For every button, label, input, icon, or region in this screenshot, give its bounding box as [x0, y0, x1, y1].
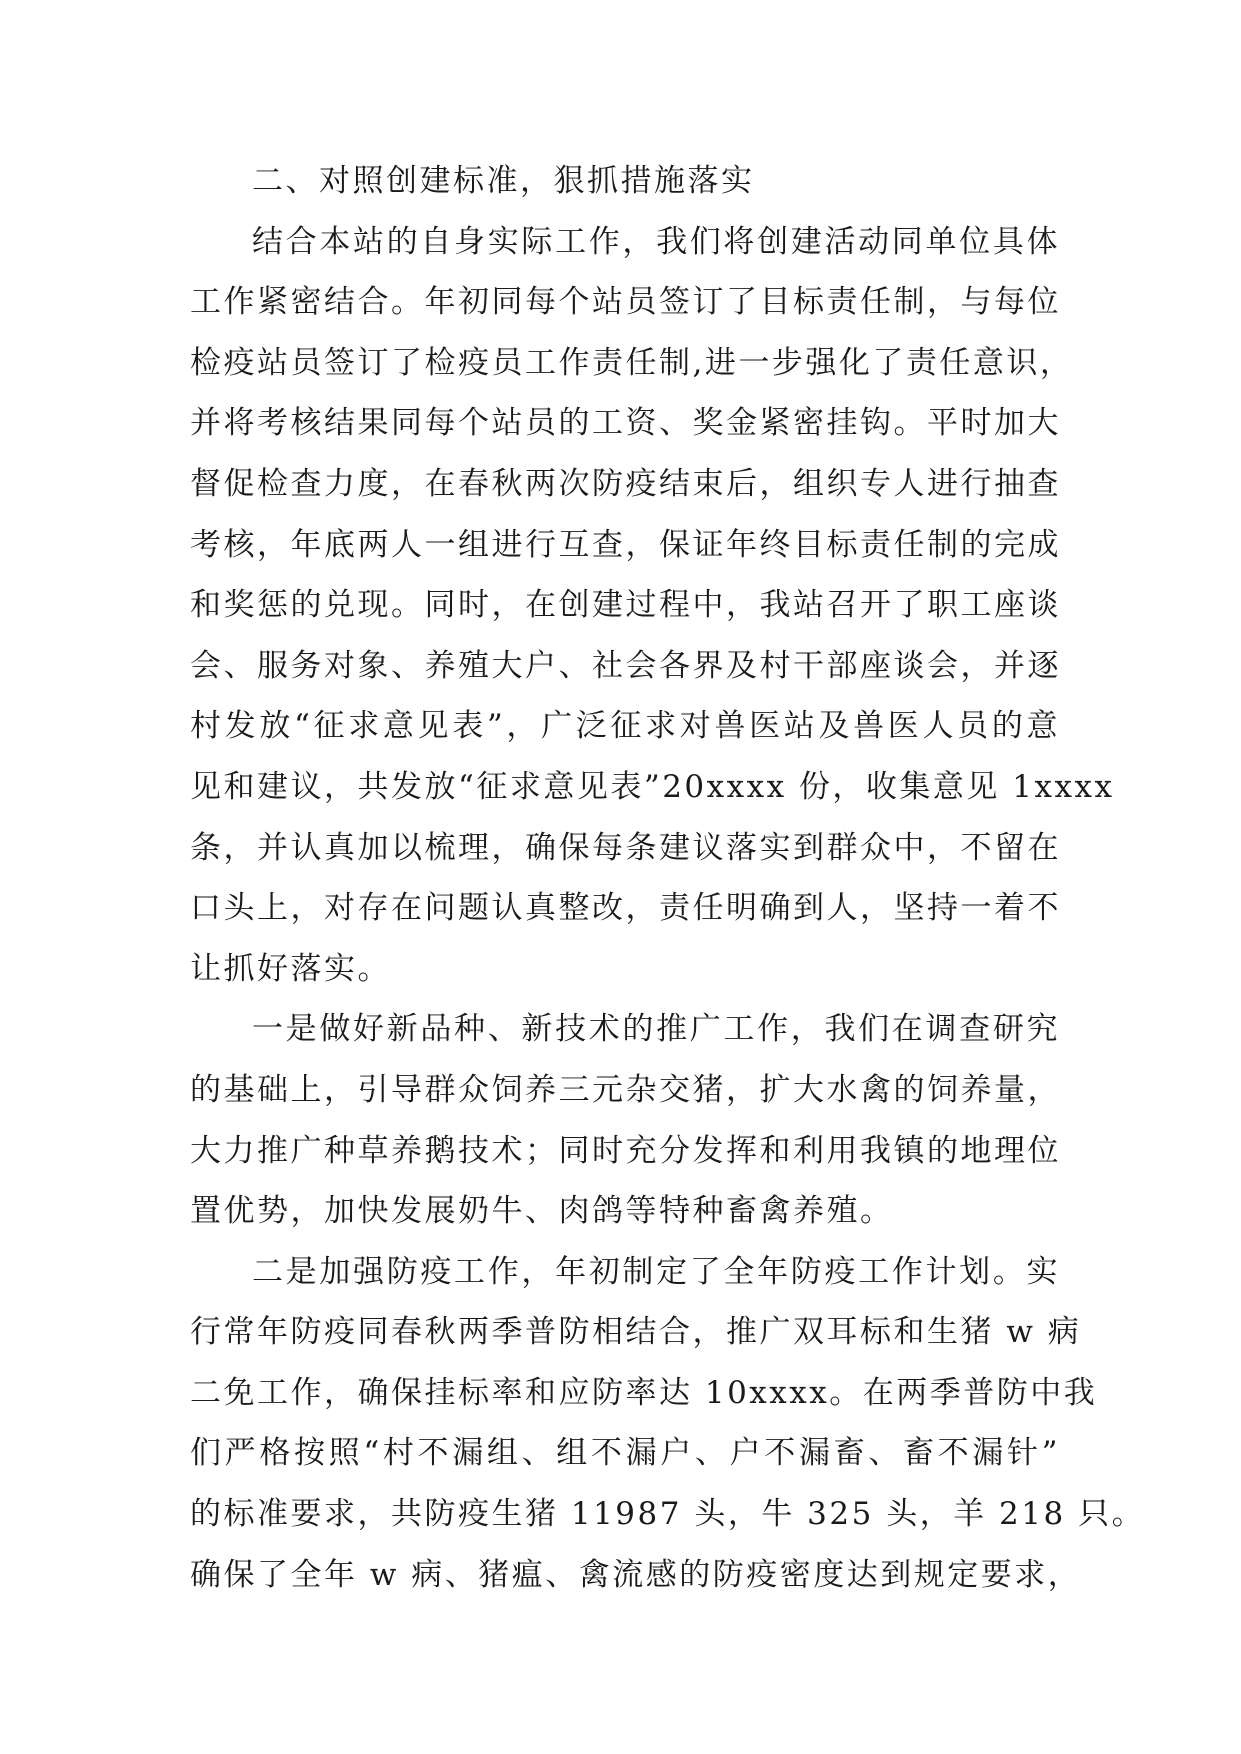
text-line: 行常年防疫同春秋两季普防相结合，推广双耳标和生猪 w 病 [190, 1314, 1082, 1351]
text-line: 让抓好落实。 [190, 950, 391, 987]
text-line: 和奖惩的兑现。同时，在创建过程中，我站召开了职工座谈 [190, 587, 1061, 624]
text-line: 确保了全年 w 病、猪瘟、禽流感的防疫密度达到规定要求， [190, 1556, 1082, 1593]
text-line: 置优势，加快发展奶牛、肉鸽等特种畜禽养殖。 [190, 1193, 894, 1230]
text-line: 大力推广种草养鹅技术；同时充分发挥和利用我镇的地理位 [190, 1132, 1061, 1169]
section-heading: 二、对照创建标准，狠抓措施落实 [252, 163, 755, 199]
text-line: 督促检查力度，在春秋两次防疫结束后，组织专人进行抽查 [190, 465, 1061, 502]
text-line: 会、服务对象、养殖大户、社会各界及村干部座谈会，并逐 [190, 647, 1061, 684]
text-line: 条，并认真加以梳理，确保每条建议落实到群众中，不留在 [190, 829, 1061, 866]
text-line: 二免工作，确保挂标率和应防率达 10xxxx。在两季普防中我 [190, 1374, 1098, 1411]
text-line: 并将考核结果同每个站员的工资、奖金紧密挂钩。平时加大 [190, 405, 1061, 442]
text-line: 考核，年底两人一组进行互查，保证年终目标责任制的完成 [190, 526, 1061, 563]
document-body [190, 151, 1146, 1605]
text-line: 见和建议，共发放“征求意见表”20xxxx 份，收集意见 1xxxx [190, 768, 1115, 805]
text-line: 的标准要求，共防疫生猪 11987 头，牛 325 头，羊 218 只。 [190, 1496, 1146, 1533]
text-line: 的基础上，引导群众饲养三元杂交猪，扩大水禽的饲养量， [190, 1071, 1061, 1108]
paragraph-3 [190, 1242, 1146, 1606]
text-line: 工作紧密结合。年初同每个站员签订了目标责任制，与每位 [190, 284, 1061, 321]
text-line: 口头上，对存在问题认真整改，责任明确到人，坚持一着不 [190, 890, 1061, 927]
text-line: 二是加强防疫工作，年初制定了全年防疫工作计划。实 [252, 1253, 1060, 1290]
text-line: 们严格按照“村不漏组、组不漏户、户不漏畜、畜不漏针” [190, 1435, 1060, 1472]
text-line: 村发放“征求意见表”，广泛征求对兽医站及兽医人员的意 [190, 708, 1060, 745]
text-line: 一是做好新品种、新技术的推广工作，我们在调查研究 [252, 1011, 1060, 1048]
text-line: 结合本站的自身实际工作，我们将创建活动同单位具体 [252, 223, 1060, 260]
text-line: 检疫站员签订了检疫员工作责任制,进一步强化了责任意识， [190, 344, 1074, 381]
paragraph-1 [190, 212, 1115, 1000]
paragraph-2 [190, 999, 1060, 1241]
